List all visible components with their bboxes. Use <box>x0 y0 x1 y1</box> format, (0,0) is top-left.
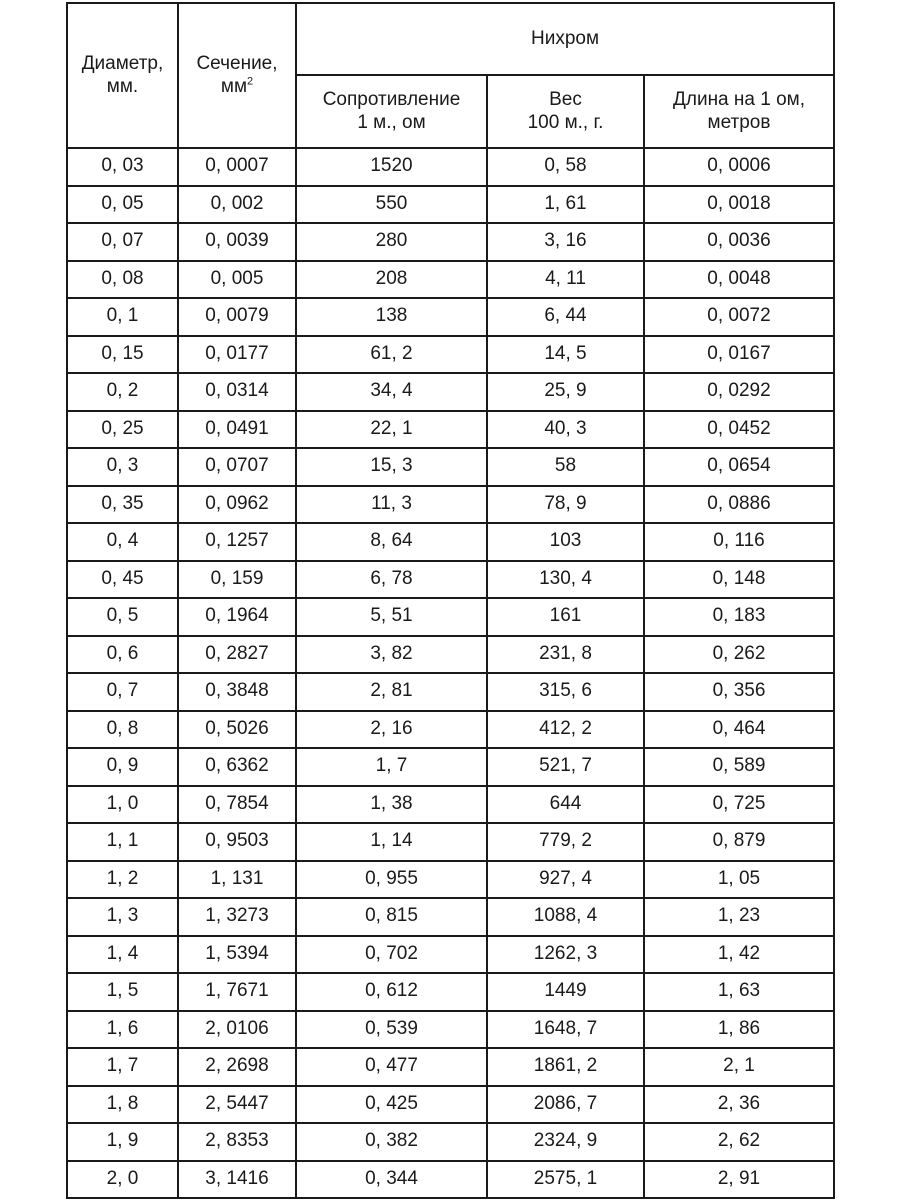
cell-diameter: 1, 7 <box>67 1048 178 1086</box>
cell-weight: 1, 61 <box>487 186 644 224</box>
table-row <box>67 261 834 299</box>
table-row <box>67 373 834 411</box>
cell-section: 0, 0039 <box>178 223 296 261</box>
cell-section: 2, 5447 <box>178 1086 296 1124</box>
header-diameter-line1: Диаметр, <box>81 52 164 74</box>
cell-weight: 14, 5 <box>487 336 644 374</box>
header-weight-line1: Вес <box>549 88 582 110</box>
header-length <box>644 75 834 148</box>
cell-resistance: 0, 539 <box>296 1011 487 1049</box>
table-row <box>67 936 834 974</box>
cell-length: 0, 356 <box>644 673 834 711</box>
cell-section: 1, 3273 <box>178 898 296 936</box>
cell-weight: 161 <box>487 598 644 636</box>
cell-length: 0, 0452 <box>644 411 834 449</box>
cell-diameter: 0, 4 <box>67 523 178 561</box>
cell-section: 0, 6362 <box>178 748 296 786</box>
cell-resistance: 8, 64 <box>296 523 487 561</box>
table-row <box>67 448 834 486</box>
cell-section: 0, 0177 <box>178 336 296 374</box>
cell-resistance: 3, 82 <box>296 636 487 674</box>
cell-resistance: 550 <box>296 186 487 224</box>
cell-length: 0, 464 <box>644 711 834 749</box>
cell-length: 0, 0072 <box>644 298 834 336</box>
header-diameter-line2: мм. <box>106 75 139 97</box>
table-row <box>67 711 834 749</box>
cell-section: 0, 7854 <box>178 786 296 824</box>
cell-diameter: 0, 8 <box>67 711 178 749</box>
cell-resistance: 0, 702 <box>296 936 487 974</box>
cell-diameter: 0, 15 <box>67 336 178 374</box>
cell-section: 0, 005 <box>178 261 296 299</box>
cell-diameter: 0, 03 <box>67 148 178 186</box>
cell-resistance: 61, 2 <box>296 336 487 374</box>
cell-weight: 103 <box>487 523 644 561</box>
table-row <box>67 523 834 561</box>
table-row <box>67 636 834 674</box>
cell-section: 0, 0079 <box>178 298 296 336</box>
cell-weight: 779, 2 <box>487 823 644 861</box>
cell-resistance: 11, 3 <box>296 486 487 524</box>
header-weight-line2: 100 м., г. <box>527 111 604 133</box>
cell-length: 0, 0886 <box>644 486 834 524</box>
cell-section: 0, 159 <box>178 561 296 599</box>
cell-diameter: 0, 35 <box>67 486 178 524</box>
table-row <box>67 861 834 899</box>
table-row <box>67 1161 834 1199</box>
cell-diameter: 0, 5 <box>67 598 178 636</box>
cell-weight: 2086, 7 <box>487 1086 644 1124</box>
cell-weight: 1449 <box>487 973 644 1011</box>
cell-diameter: 1, 3 <box>67 898 178 936</box>
cell-resistance: 2, 16 <box>296 711 487 749</box>
cell-section: 0, 0314 <box>178 373 296 411</box>
cell-length: 0, 116 <box>644 523 834 561</box>
table-header <box>67 3 834 148</box>
cell-diameter: 1, 1 <box>67 823 178 861</box>
cell-weight: 315, 6 <box>487 673 644 711</box>
cell-resistance: 1520 <box>296 148 487 186</box>
table-row <box>67 1048 834 1086</box>
cell-resistance: 0, 344 <box>296 1161 487 1199</box>
cell-resistance: 0, 612 <box>296 973 487 1011</box>
header-length-line1: Длина на 1 ом, <box>673 88 805 110</box>
cell-weight: 1088, 4 <box>487 898 644 936</box>
cell-weight: 3, 16 <box>487 223 644 261</box>
cell-length: 0, 183 <box>644 598 834 636</box>
cell-weight: 231, 8 <box>487 636 644 674</box>
cell-length: 1, 42 <box>644 936 834 974</box>
cell-resistance: 6, 78 <box>296 561 487 599</box>
cell-diameter: 1, 8 <box>67 1086 178 1124</box>
cell-resistance: 0, 477 <box>296 1048 487 1086</box>
cell-length: 2, 1 <box>644 1048 834 1086</box>
cell-length: 0, 0167 <box>644 336 834 374</box>
cell-resistance: 34, 4 <box>296 373 487 411</box>
cell-diameter: 0, 08 <box>67 261 178 299</box>
cell-resistance: 0, 815 <box>296 898 487 936</box>
header-length-line2: метров <box>707 111 771 133</box>
cell-diameter: 0, 1 <box>67 298 178 336</box>
table-row <box>67 336 834 374</box>
header-section-line1: Сечение, <box>196 52 278 74</box>
cell-weight: 0, 58 <box>487 148 644 186</box>
table-row <box>67 561 834 599</box>
table-row <box>67 598 834 636</box>
cell-diameter: 1, 6 <box>67 1011 178 1049</box>
cell-diameter: 2, 0 <box>67 1161 178 1199</box>
nichrome-wire-table <box>66 2 835 1199</box>
cell-length: 1, 86 <box>644 1011 834 1049</box>
cell-section: 2, 8353 <box>178 1123 296 1161</box>
cell-weight: 78, 9 <box>487 486 644 524</box>
table-row <box>67 486 834 524</box>
cell-section: 0, 1964 <box>178 598 296 636</box>
table-row <box>67 186 834 224</box>
cell-diameter: 0, 05 <box>67 186 178 224</box>
cell-weight: 2575, 1 <box>487 1161 644 1199</box>
cell-length: 0, 589 <box>644 748 834 786</box>
cell-length: 0, 0048 <box>644 261 834 299</box>
cell-length: 2, 91 <box>644 1161 834 1199</box>
cell-length: 2, 36 <box>644 1086 834 1124</box>
header-section <box>178 3 296 148</box>
cell-weight: 4, 11 <box>487 261 644 299</box>
cell-weight: 2324, 9 <box>487 1123 644 1161</box>
header-section-unit-line <box>179 76 295 99</box>
cell-length: 0, 262 <box>644 636 834 674</box>
cell-length: 1, 05 <box>644 861 834 899</box>
cell-section: 0, 3848 <box>178 673 296 711</box>
cell-diameter: 0, 9 <box>67 748 178 786</box>
table-row <box>67 223 834 261</box>
cell-resistance: 1, 38 <box>296 786 487 824</box>
cell-weight: 58 <box>487 448 644 486</box>
cell-length: 0, 0006 <box>644 148 834 186</box>
cell-section: 0, 002 <box>178 186 296 224</box>
cell-diameter: 0, 25 <box>67 411 178 449</box>
cell-resistance: 2, 81 <box>296 673 487 711</box>
cell-length: 0, 725 <box>644 786 834 824</box>
cell-length: 0, 0292 <box>644 373 834 411</box>
header-resistance-line2: 1 м., ом <box>357 111 426 133</box>
cell-weight: 927, 4 <box>487 861 644 899</box>
header-resistance-line1: Сопротивление <box>322 88 461 110</box>
cell-length: 1, 63 <box>644 973 834 1011</box>
table-row <box>67 1123 834 1161</box>
cell-diameter: 1, 0 <box>67 786 178 824</box>
cell-section: 0, 2827 <box>178 636 296 674</box>
cell-length: 0, 879 <box>644 823 834 861</box>
cell-weight: 521, 7 <box>487 748 644 786</box>
cell-section: 0, 0962 <box>178 486 296 524</box>
cell-length: 0, 0018 <box>644 186 834 224</box>
table-row <box>67 148 834 186</box>
table-row <box>67 786 834 824</box>
cell-diameter: 0, 2 <box>67 373 178 411</box>
cell-resistance: 1, 14 <box>296 823 487 861</box>
cell-length: 2, 62 <box>644 1123 834 1161</box>
cell-weight: 130, 4 <box>487 561 644 599</box>
table-row <box>67 411 834 449</box>
cell-weight: 412, 2 <box>487 711 644 749</box>
table-body <box>67 148 834 1198</box>
cell-section: 2, 0106 <box>178 1011 296 1049</box>
cell-length: 0, 148 <box>644 561 834 599</box>
cell-diameter: 1, 2 <box>67 861 178 899</box>
cell-section: 0, 5026 <box>178 711 296 749</box>
cell-resistance: 0, 955 <box>296 861 487 899</box>
header-group-nichrome: Нихром <box>296 3 834 75</box>
cell-section: 0, 1257 <box>178 523 296 561</box>
header-section-unit-sup: 2 <box>247 75 254 88</box>
cell-diameter: 1, 4 <box>67 936 178 974</box>
cell-diameter: 1, 9 <box>67 1123 178 1161</box>
cell-length: 0, 0654 <box>644 448 834 486</box>
cell-section: 0, 0491 <box>178 411 296 449</box>
cell-resistance: 15, 3 <box>296 448 487 486</box>
cell-section: 1, 5394 <box>178 936 296 974</box>
cell-resistance: 5, 51 <box>296 598 487 636</box>
cell-diameter: 0, 3 <box>67 448 178 486</box>
cell-weight: 1861, 2 <box>487 1048 644 1086</box>
cell-weight: 6, 44 <box>487 298 644 336</box>
header-section-unit: мм <box>220 75 247 97</box>
cell-section: 0, 0707 <box>178 448 296 486</box>
cell-resistance: 0, 425 <box>296 1086 487 1124</box>
cell-section: 1, 131 <box>178 861 296 899</box>
cell-weight: 25, 9 <box>487 373 644 411</box>
cell-diameter: 0, 07 <box>67 223 178 261</box>
cell-section: 0, 0007 <box>178 148 296 186</box>
cell-resistance: 280 <box>296 223 487 261</box>
cell-weight: 40, 3 <box>487 411 644 449</box>
cell-resistance: 208 <box>296 261 487 299</box>
header-diameter <box>67 3 178 148</box>
table-row <box>67 898 834 936</box>
table-row <box>67 748 834 786</box>
cell-diameter: 0, 45 <box>67 561 178 599</box>
cell-resistance: 22, 1 <box>296 411 487 449</box>
cell-diameter: 0, 6 <box>67 636 178 674</box>
table-row <box>67 298 834 336</box>
cell-diameter: 1, 5 <box>67 973 178 1011</box>
cell-section: 3, 1416 <box>178 1161 296 1199</box>
cell-weight: 1262, 3 <box>487 936 644 974</box>
cell-resistance: 1, 7 <box>296 748 487 786</box>
header-resistance <box>296 75 487 148</box>
cell-weight: 644 <box>487 786 644 824</box>
cell-section: 0, 9503 <box>178 823 296 861</box>
cell-section: 1, 7671 <box>178 973 296 1011</box>
cell-length: 0, 0036 <box>644 223 834 261</box>
cell-resistance: 0, 382 <box>296 1123 487 1161</box>
cell-diameter: 0, 7 <box>67 673 178 711</box>
table-row <box>67 1086 834 1124</box>
header-weight <box>487 75 644 148</box>
cell-weight: 1648, 7 <box>487 1011 644 1049</box>
table-row <box>67 1011 834 1049</box>
table-row <box>67 823 834 861</box>
cell-length: 1, 23 <box>644 898 834 936</box>
cell-section: 2, 2698 <box>178 1048 296 1086</box>
table-row <box>67 673 834 711</box>
table-row <box>67 973 834 1011</box>
cell-resistance: 138 <box>296 298 487 336</box>
